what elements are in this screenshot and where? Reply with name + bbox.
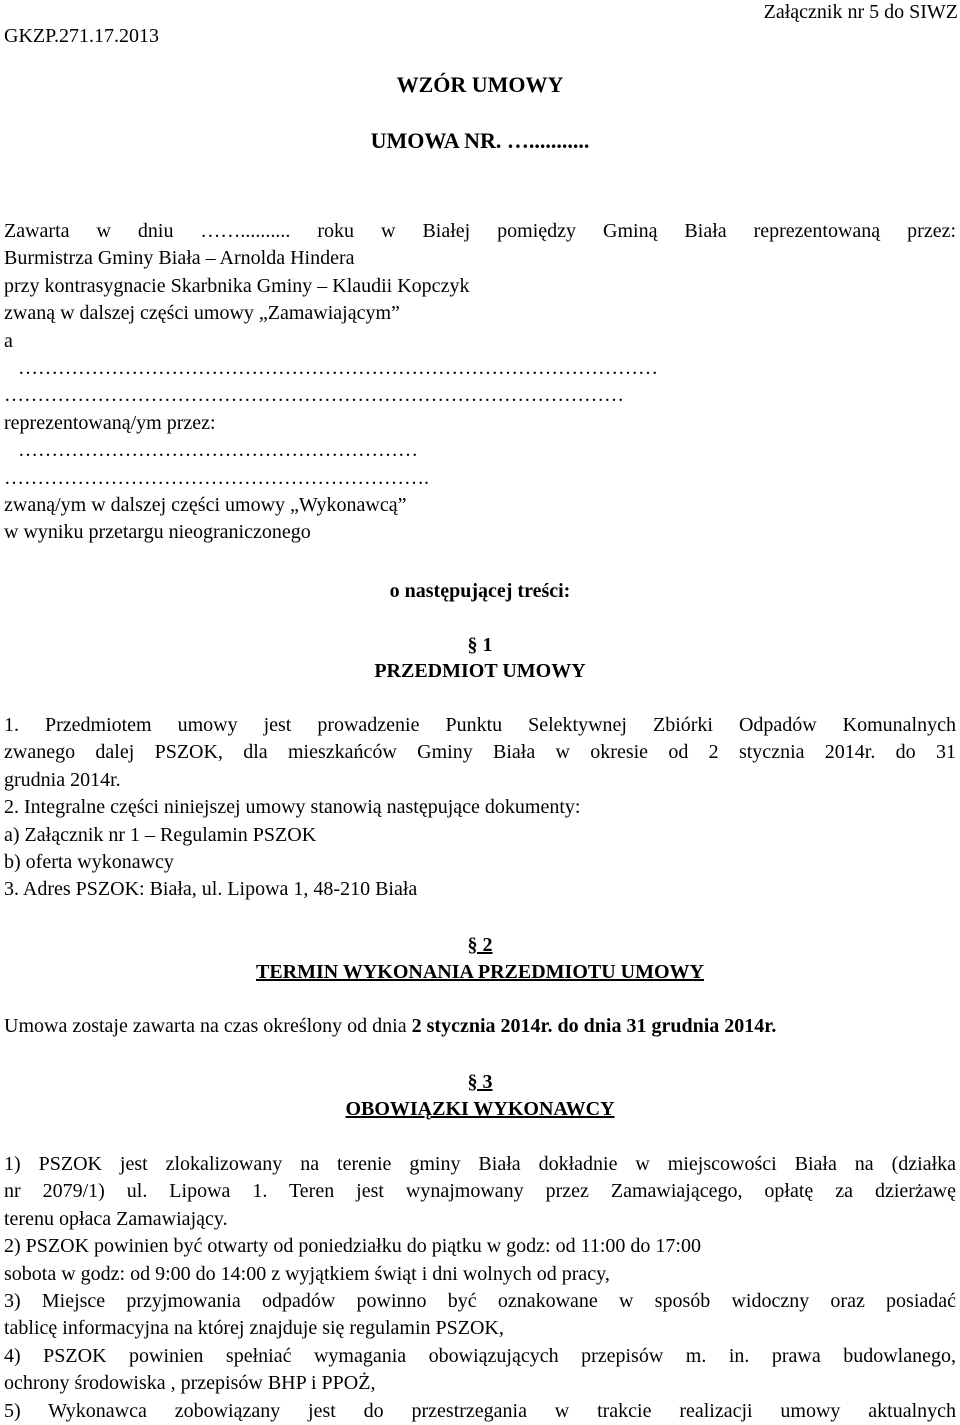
- representative-blank: ……………………………………………………….: [4, 466, 429, 489]
- term-text: [4, 1013, 956, 1040]
- document-title: WZÓR UMOWY: [396, 72, 564, 97]
- section-1-line: 2. Integralne części niniejszej umowy stanowią następujące dokumenty:: [4, 796, 581, 819]
- section-3-line: tablicę informacyjna na której znajduje się regulamin PSZOK,: [4, 1317, 504, 1340]
- section-1-number: § 1: [467, 634, 493, 656]
- contractor-name-blank: ……………………………………………………………………………………: [18, 356, 658, 379]
- parties-block: [4, 218, 956, 547]
- section-1-line: zwanego dalej PSZOK, dla mieszkańców Gminy Biała w okresie od 2 stycznia 2014r. do 31: [4, 741, 956, 764]
- intro-line: zwaną w dalszej części umowy „Zamawiającym”: [4, 302, 400, 325]
- section-3-line: 3) Miejsce przyjmowania odpadów powinno być oznakowane w sposób widoczny oraz posiadać: [4, 1289, 956, 1312]
- contract-number: UMOWA NR. …...........: [370, 128, 590, 153]
- section-3-title: OBOWIĄZKI WYKONAWCY: [345, 1098, 615, 1120]
- section-1-line: 1. Przedmiotem umowy jest prowadzenie Punktu Selektywnej Zbiórki Odpadów Komunalnych: [4, 714, 956, 736]
- section-1-body: [4, 712, 956, 904]
- document-reference: GKZP.271.17.2013: [4, 25, 160, 47]
- section-3-line: 2) PSZOK powinien być otwarty od poniedziałku do piątku w godz: od 11:00 do 17:00: [4, 1235, 701, 1258]
- section-3-line: 4) PSZOK powinien spełniać wymagania obowiązujących przepisów m. in. prawa budowlanego,: [4, 1344, 956, 1367]
- intro-line: zwaną/ym w dalszej części umowy „Wykonawcą”: [4, 493, 407, 516]
- section-3-line: terenu opłaca Zamawiający.: [4, 1207, 228, 1230]
- representative-blank: ……………………………………………………: [18, 439, 418, 462]
- intro-line: w wyniku przetargu nieograniczonego: [4, 521, 311, 544]
- section-1-line: grudnia 2014r.: [4, 768, 121, 791]
- term-dates: 2 stycznia 2014r. do dnia 31 grudnia 2014r.: [411, 1015, 777, 1037]
- intro-line: Burmistrza Gminy Biała – Arnolda Hindera: [4, 247, 355, 270]
- term-text-start: Umowa zostaje zawarta na czas określony od dnia: [4, 1015, 412, 1037]
- section-3-line: 1) PSZOK jest zlokalizowany na terenie gminy Biała dokładnie w miejscowości Biała na (działka: [4, 1153, 956, 1175]
- subject-intro: o następującej treści:: [389, 580, 571, 602]
- section-2-body: [4, 1013, 956, 1040]
- intro-line: reprezentowaną/ym przez:: [4, 411, 216, 434]
- attachment-label: Załącznik nr 5 do SIWZ: [763, 1, 958, 23]
- intro-line: Zawarta w dniu …….......... roku w Białej pomiędzy Gminą Biała reprezentowaną przez:: [4, 220, 956, 242]
- section-3-line: sobota w godz: od 9:00 do 14:00 z wyjątkiem świąt i dni wolnych od pracy,: [4, 1262, 610, 1285]
- section-2-title: TERMIN WYKONANIA PRZEDMIOTU UMOWY: [256, 961, 704, 983]
- intro-line: a: [4, 329, 13, 352]
- section-3-line: nr 2079/1) ul. Lipowa 1. Teren jest wynajmowany przez Zamawiającego, opłatę za dzierżawę: [4, 1180, 956, 1203]
- section-1-line: 3. Adres PSZOK: Biała, ul. Lipowa 1, 48-210 Biała: [4, 878, 418, 901]
- section-3-line: 5) Wykonawca zobowiązany jest do przestrzegania w trakcie realizacji umowy aktualnych: [4, 1399, 956, 1422]
- section-1-line: b) oferta wykonawcy: [4, 850, 174, 873]
- section-1-line: a) Załącznik nr 1 – Regulamin PSZOK: [4, 823, 317, 846]
- contractor-name-blank: …………………………………………………………………………………: [4, 384, 624, 407]
- section-3-body: [4, 1151, 956, 1425]
- section-3-line: ochrony środowiska , przepisów BHP i PPOŻ,: [4, 1372, 376, 1395]
- section-3-number: § 3: [467, 1071, 493, 1093]
- section-2-number: § 2: [467, 934, 493, 956]
- section-1-title: PRZEDMIOT UMOWY: [374, 660, 586, 682]
- intro-line: przy kontrasygnacie Skarbnika Gminy – Klaudii Kopczyk: [4, 274, 470, 297]
